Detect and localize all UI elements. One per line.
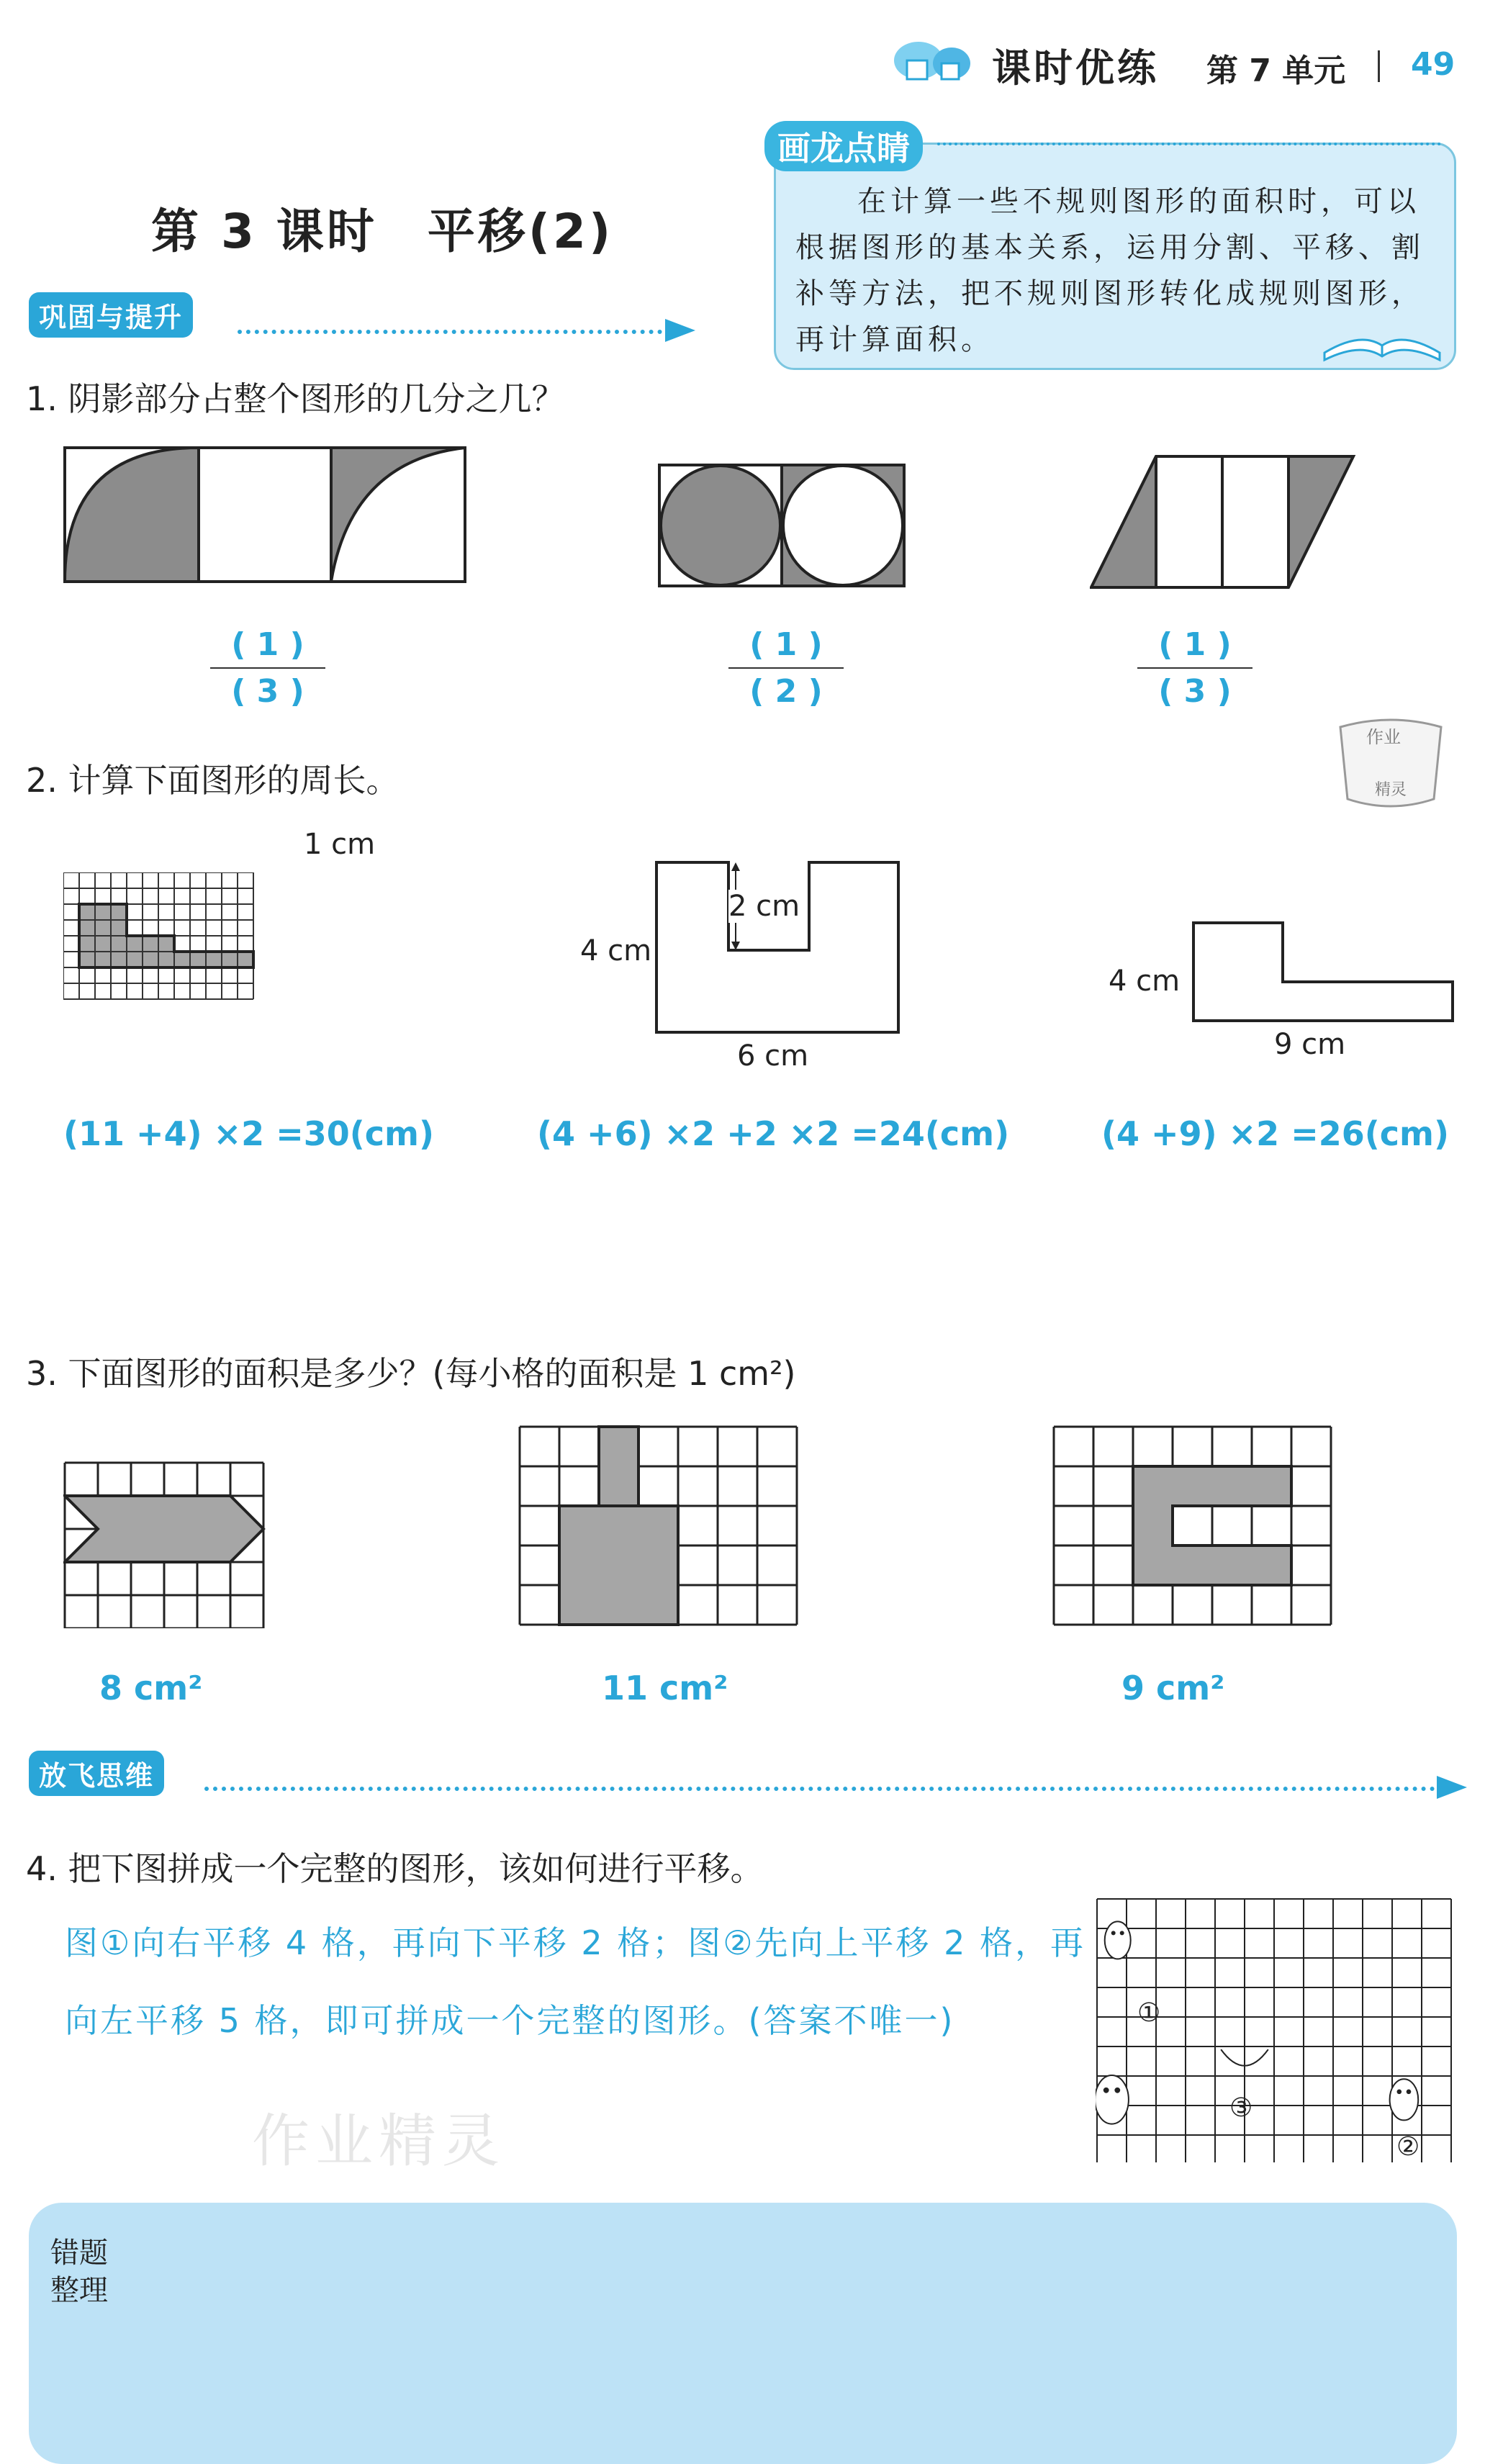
q1-answer-3 <box>1137 626 1252 710</box>
q3-figure-2 <box>518 1425 802 1631</box>
q4-answer-line1: 图①向右平移 4 格，再向下平移 2 格；图②先向上平移 2 格，再 <box>65 1923 1086 1962</box>
q2-figure-2 <box>655 861 900 1037</box>
q4-marker-2: ② <box>1396 2132 1420 2162</box>
q1-text: 1. 阴影部分占整个图形的几分之几？ <box>26 379 565 418</box>
section-dots-1 <box>238 330 662 334</box>
q3-text: 3. 下面图形的面积是多少？(每小格的面积是 1 cm²) <box>26 1354 796 1393</box>
book-icon <box>1317 288 1447 367</box>
section-tag-1: 巩固与提升 <box>29 292 193 338</box>
q2-label-4cm-a: 4 cm <box>580 934 652 967</box>
q4-answer-line2: 向左平移 5 格，即可拼成一个完整的图形。(答案不唯一) <box>65 2001 955 2040</box>
q4-grid <box>1096 1897 1454 2165</box>
q2-text: 2. 计算下面图形的周长。 <box>26 761 400 800</box>
q4-marker-1: ① <box>1137 1998 1161 2028</box>
stamp-icon <box>1333 713 1448 813</box>
q2-answer-1: (11 +4) ×2 =30(cm) <box>63 1114 435 1153</box>
q4-text: 4. 把下图拼成一个完整的图形，该如何进行平移。 <box>26 1849 764 1888</box>
page-number: 49 <box>1411 46 1455 83</box>
section-arrow-1 <box>665 319 695 342</box>
q3-figure-1 <box>63 1461 268 1631</box>
tip-dots <box>937 143 1441 145</box>
q3-figure-3 <box>1052 1425 1336 1631</box>
q1-answer-1-num: ( 1 ) <box>231 626 304 663</box>
q1-answer-2-den: ( 2 ) <box>749 673 823 710</box>
q1-figure-2 <box>658 464 906 590</box>
q2-answer-3: (4 +9) ×2 =26(cm) <box>1101 1114 1449 1153</box>
q1-answer-2-num: ( 1 ) <box>749 626 823 663</box>
q2-label-1cm: 1 cm <box>304 828 376 861</box>
q2-figure-1 <box>63 872 358 1084</box>
error-label-2: 整理 <box>50 2274 108 2307</box>
error-label-1: 错题 <box>50 2237 108 2270</box>
q1-answer-3-num: ( 1 ) <box>1158 626 1232 663</box>
q3-answer-1: 8 cm² <box>99 1669 203 1707</box>
q2-label-6cm: 6 cm <box>737 1039 809 1073</box>
q2-label-9cm: 9 cm <box>1274 1028 1346 1061</box>
header-logo-icon <box>890 32 976 82</box>
q1-answer-3-den: ( 3 ) <box>1158 673 1232 710</box>
q3-answer-3: 9 cm² <box>1121 1669 1225 1707</box>
q1-answer-1 <box>210 626 325 710</box>
watermark: 作业精灵 <box>252 2108 505 2175</box>
section-tag-2: 放飞思维 <box>29 1751 164 1796</box>
section-arrow-2 <box>1437 1776 1467 1799</box>
error-box[interactable] <box>29 2203 1457 2464</box>
tip-text: 在计算一些不规则图形的面积时，可以根据图形的基本关系，运用分割、平移、割补等方法，把不规则图形转化成规则图形，再计算面积。 <box>795 185 1425 356</box>
q3-answer-2: 11 cm² <box>602 1669 728 1707</box>
section-dots-2 <box>204 1787 1435 1791</box>
q2-label-4cm-b: 4 cm <box>1109 965 1181 998</box>
header-title: 课时优练 <box>992 45 1159 91</box>
tip-tag: 画龙点睛 <box>764 121 923 171</box>
q2-figure-3 <box>1192 921 1455 1025</box>
q4-marker-3: ③ <box>1229 2093 1253 2123</box>
q1-answer-2 <box>728 626 844 710</box>
q1-figure-1 <box>63 446 466 586</box>
lesson-title: 第 3 课时 平移(2) <box>151 204 614 259</box>
header-unit: 第 7 单元 <box>1206 53 1346 89</box>
q1-answer-1-den: ( 3 ) <box>231 673 304 710</box>
q2-label-2cm: 2 cm <box>728 890 800 923</box>
stamp-top: 作业 <box>1366 727 1401 747</box>
stamp-bottom: 精灵 <box>1375 781 1407 799</box>
q2-answer-2: (4 +6) ×2 +2 ×2 =24(cm) <box>537 1114 1010 1153</box>
header-divider <box>1378 50 1380 82</box>
q1-figure-3 <box>1090 453 1356 593</box>
